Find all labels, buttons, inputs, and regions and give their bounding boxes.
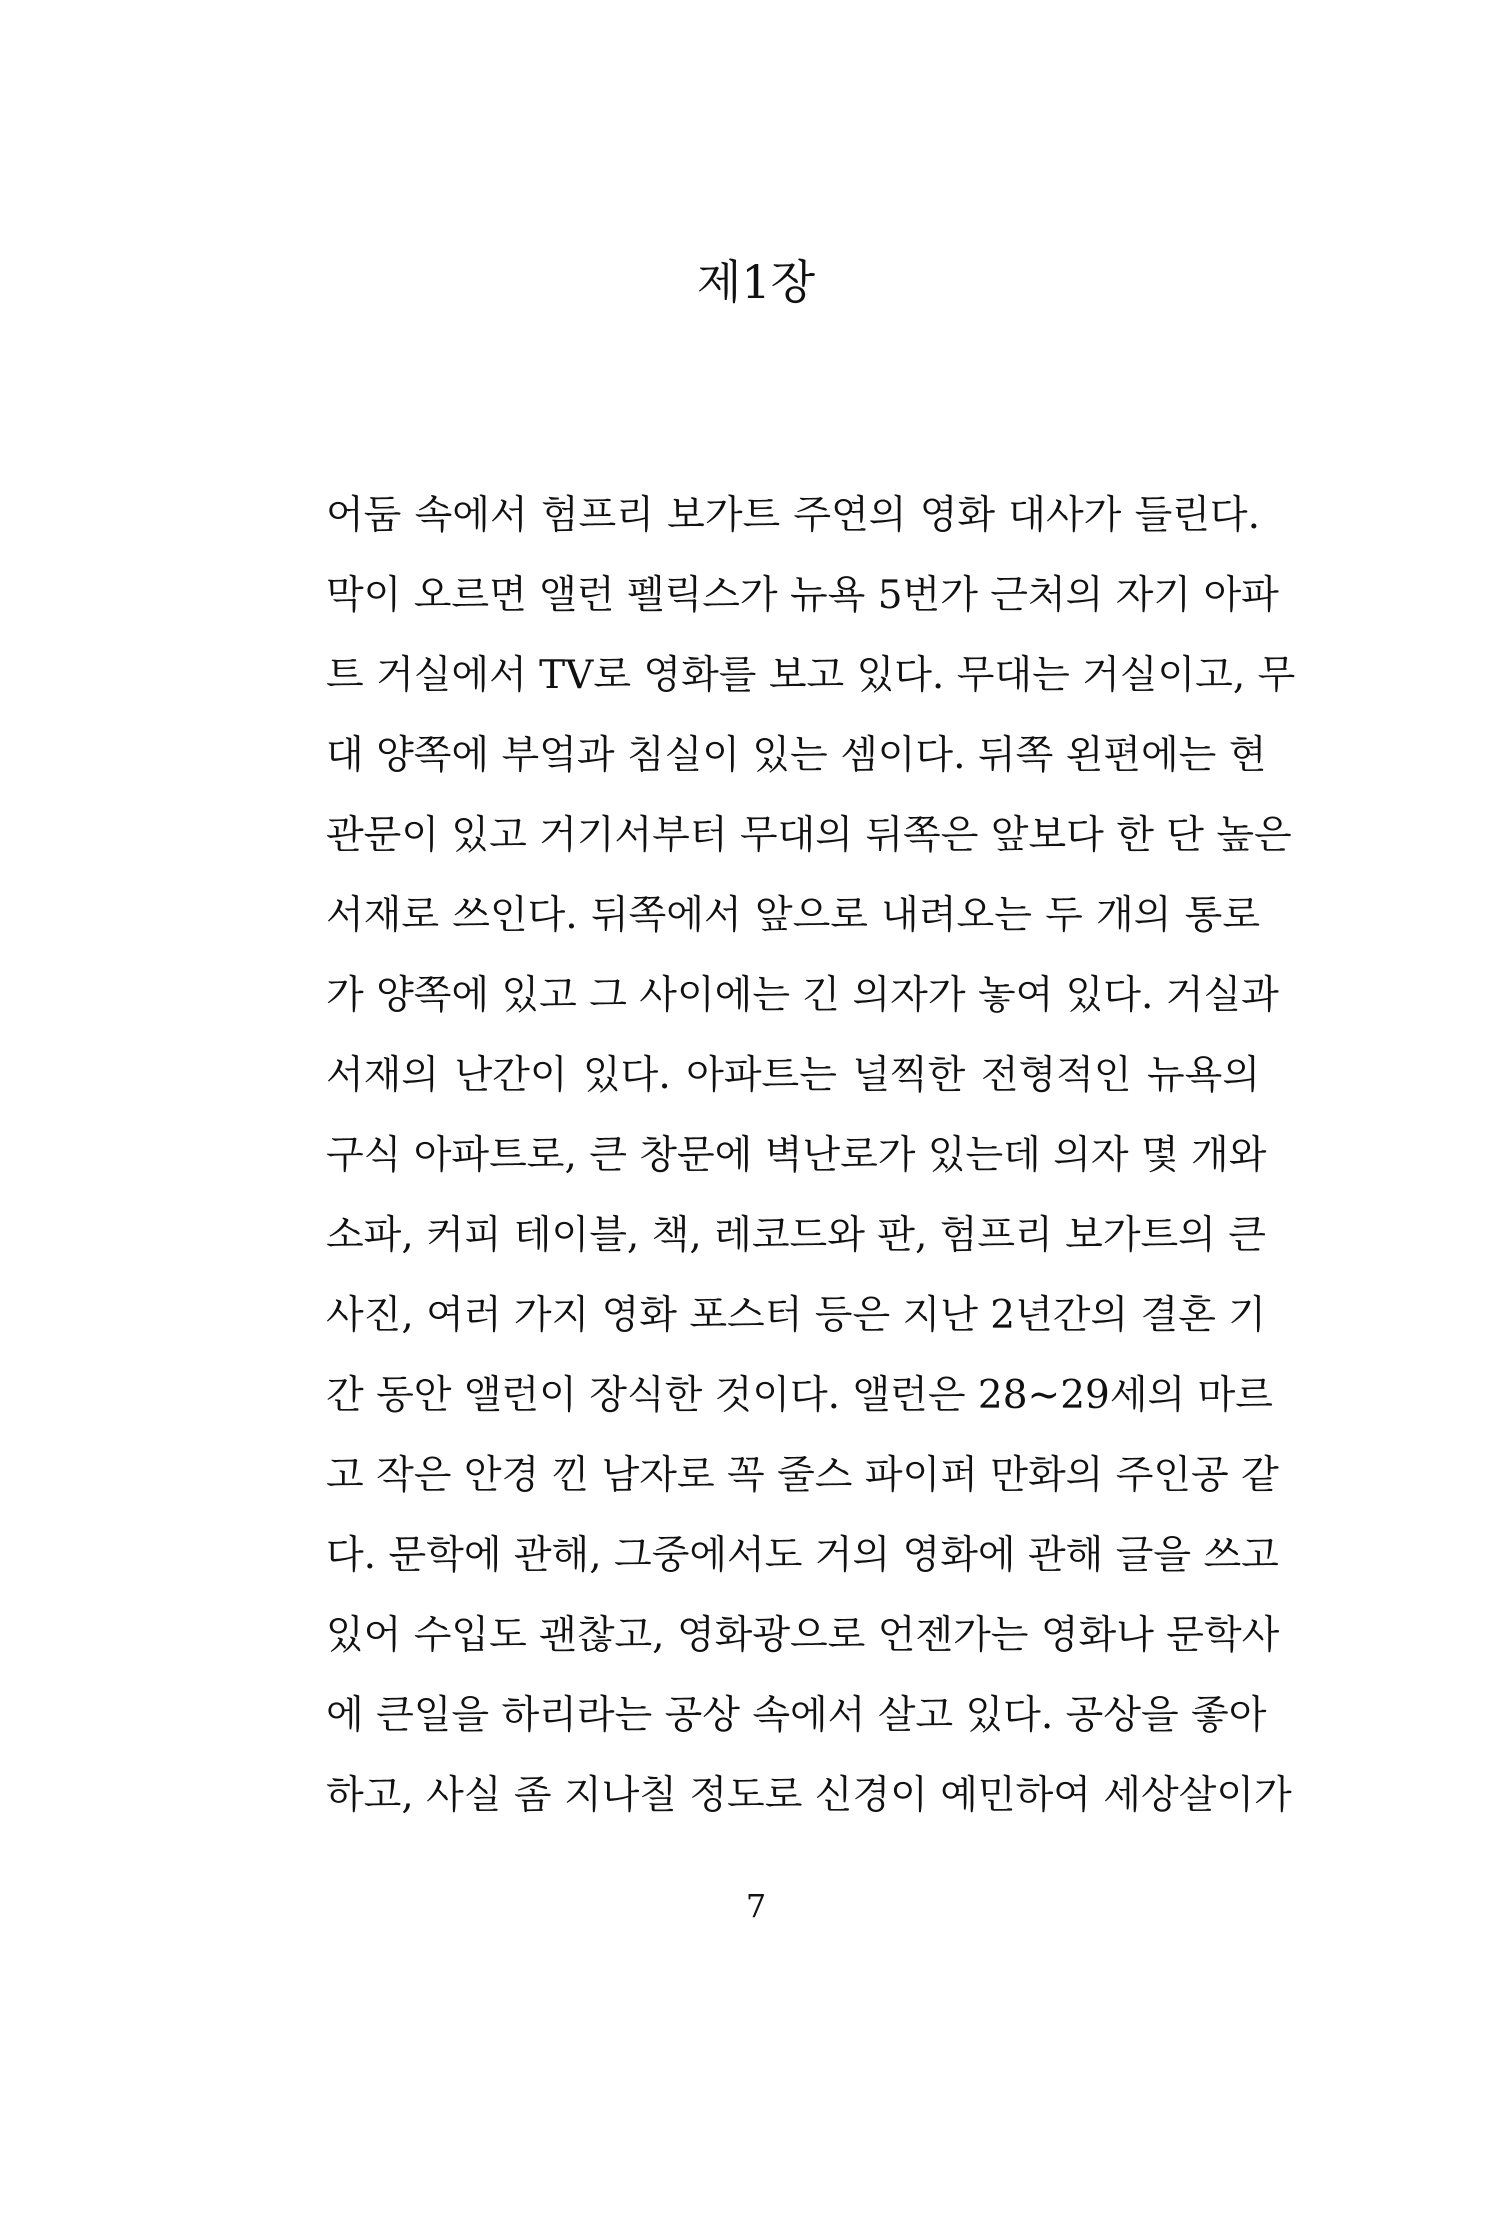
body-paragraph	[326, 486, 1296, 1846]
text-line: 소파, 커피 테이블, 책, 레코드와 판, 험프리 보가트의 큰	[326, 1213, 1266, 1258]
text-line: 다. 문학에 관해, 그중에서도 거의 영화에 관해 글을 쓰고	[326, 1533, 1279, 1578]
text-line: 막이 오르면 앨런 펠릭스가 뉴욕 5번가 근처의 자기 아파	[326, 573, 1279, 618]
chapter-title: 제1장	[696, 255, 816, 309]
text-line: 에 큰일을 하리라는 공상 속에서 살고 있다. 공상을 좋아	[326, 1693, 1267, 1738]
text-line: 대 양쪽에 부엌과 침실이 있는 셈이다. 뒤쪽 왼편에는 현	[326, 733, 1267, 778]
text-line: 어둠 속에서 험프리 보가트 주연의 영화 대사가 들린다.	[326, 493, 1260, 538]
text-line: 있어 수입도 괜찮고, 영화광으로 언젠가는 영화나 문학사	[326, 1613, 1280, 1658]
text-line: 서재의 난간이 있다. 아파트는 널찍한 전형적인 뉴욕의	[326, 1053, 1260, 1098]
text-line: 서재로 쓰인다. 뒤쪽에서 앞으로 내려오는 두 개의 통로	[326, 893, 1260, 938]
text-line: 간 동안 앨런이 장식한 것이다. 앨런은 28~29세의 마르	[326, 1373, 1273, 1418]
text-line: 구식 아파트로, 큰 창문에 벽난로가 있는데 의자 몇 개와	[326, 1133, 1267, 1178]
text-line: 트 거실에서 TV로 영화를 보고 있다. 무대는 거실이고, 무	[326, 653, 1296, 698]
text-line: 고 작은 안경 낀 남자로 꼭 줄스 파이퍼 만화의 주인공 같	[326, 1453, 1279, 1498]
page-number: 7	[745, 1887, 767, 1925]
text-line: 하고, 사실 좀 지나칠 정도로 신경이 예민하여 세상살이가	[326, 1773, 1292, 1818]
text-line: 가 양쪽에 있고 그 사이에는 긴 의자가 놓여 있다. 거실과	[326, 973, 1279, 1018]
text-line: 사진, 여러 가지 영화 포스터 등은 지난 2년간의 결혼 기	[326, 1293, 1266, 1338]
text-line: 관문이 있고 거기서부터 무대의 뒤쪽은 앞보다 한 단 높은	[326, 813, 1292, 858]
